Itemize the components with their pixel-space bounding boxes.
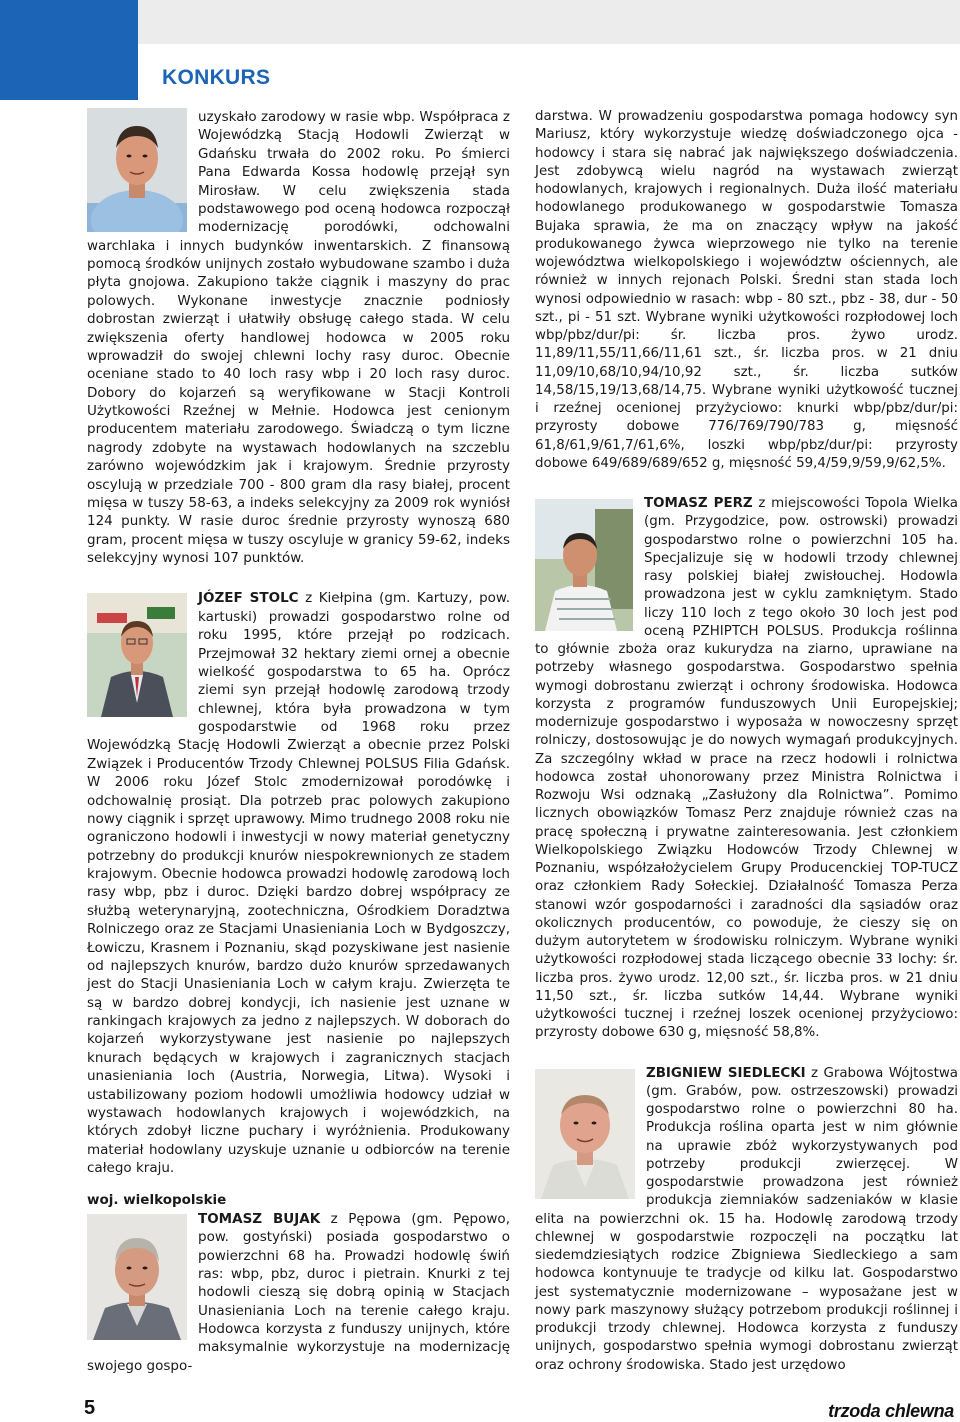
section-title: KONKURS <box>162 66 271 89</box>
farmer-name-stolc: JÓZEF STOLC <box>198 590 299 607</box>
farmer-photo-siedlecki <box>535 1069 635 1199</box>
section-color-block <box>0 0 138 100</box>
entry-siedlecki <box>535 1065 958 1375</box>
right-column <box>535 108 958 1375</box>
magazine-logo: trzoda chlewna <box>828 1401 954 1421</box>
entry-bujak <box>87 1210 510 1375</box>
farmer-name-siedlecki: ZBIGNIEW SIEDLECKI <box>646 1065 806 1081</box>
left-column <box>87 108 510 1375</box>
entry-text-siedlecki: z Grabowa Wójtostwa (gm. Grabów, pow. ostrzeszowski) prowadzi gospodarstwo rolne o powierzchni 80 ha. Produkcja roślina oparta jest w nim głównie na uprawie zbóż wykorzystywanych pod potrzeby produkcji zwierzęcej. W gospodarstwie prowadzona jest również produkcja ziemniaków sadzeniaków w klasie elita na powierzchni ok. 15 ha. Hodowlę zarodową trzody chlewnej w gospodarstwie rozpoczęli na początku lat siedemdziesiątych rodzice Zbigniewa Siedleckiego a sam hodowca kontynuuje te tradycje od kilku lat. Gospodarstwo jest systematycznie modernizowane – wyposażane jest w nowy park maszynowy służący potrzebom produkcji roślinnej i produkcji trzody chlewnej. Hodowca korzysta z funduszy unijnych, gospodarstwo spełnia wymogi dobrostanu zwierząt oraz ochrony środowiska. Stado jest urzędowo <box>535 1065 958 1373</box>
farmer-photo-perz <box>535 499 633 631</box>
page-number: 5 <box>84 1397 96 1419</box>
region-heading: woj. wielkopolskie <box>87 1192 227 1209</box>
entry-text-stolc: z Kiełpina (gm. Kartuzy, pow. kartuski) prowadzi gospodarstwo rolne od roku 1995, które przejął po rodzicach. Przejmował 32 hektary ziemi ornej a obecnie wielkość gospodarstwa to 65 ha. Oprócz ziemi syn przejął hodowlę zarodową trzody chlewnej, która była prowadzona w tym gospodarstwie od 1968 roku przez Wojewódzką Stację Hodowli Zwierząt a obecnie przez Polski Związek i Producentów Trzody Chlewnej POLSUS Filia Gdańsk. W 2006 roku Józef Stolc zmodernizował porodówkę i odchowalnię prosiąt. Dla potrzeb prac polowych zakupiono nowy ciągnik i sprzęt uprawowy. Mimo trudnego 2008 roku nie ograniczono hodowli i inwestycji w nowy materiał genetyczny potrzebny do produkcji knurów niespokrewnionych ze stadem krajowym. Obecnie hodowca prowadzi hodowlę zarodową loch rasy wbp, pbz i duroc. Dzięki bardzo dobrej współpracy ze służbą weterynaryjną, zootechniczna, Ośrodkiem Doradztwa Rolniczego oraz ze Stacjami Unasieniania Loch w Bydgoszczy, Łowiczu, Krasnem i Poznaniu, skąd pozyskiwane jest nasienie od najlepszych knurów, bardzo dużo knurów sprzedawanych jest do Stacji Unasieniania Loch w całym kraju. Zwierzęta te są w bardzo dobrej kondycji, ich nasienie jest uznane w rankingach krajowych za jedno z najlepszych. W doborach do kojarzeń wykorzystywane jest nasienie po najlepszych knurach będących w krajowych i zagranicznych stacjach unasieniania loch (Austria, Norwegia, Litwa). Wysoki i ustabilizowany poziom hodowli umożliwia hodowcy udział w wystawach hodowlanych krajowych i wojewódzkich, na których zdobył liczne puchary i wyróżnienia. Produkowany materiał hodowlany uzyskuje uznanie u odbiorców na terenie całego kraju. <box>87 590 510 1176</box>
header-bar <box>0 0 960 44</box>
article-paragraph: darstwa. W prowadzeniu gospodarstwa pomaga hodowcy syn Mariusz, który wykorzystuje wiedzę doświadczonego ojca - hodowcy i stara się nabrać jak największego doświadczenia. Jest zdobywcą wielu nagród na wystawach zwierząt hodowlanych, krajowych i regionalnych. Duża ilość materiału hodowlanego produkowanego w gospodarstwie Tomasza Bujaka sprawia, że ma on znaczący wpływ na jakość produkowanego żywca wieprzowego nie tylko na terenie województwa wielkopolskiego i województw ościennych, ale również w innych rejonach Polski. Średni stan stada loch wynosi odpowiednio w rasach: wbp - 80 szt., pbz - 38, dur - 50 szt., pi - 51 szt. Wybrane wyniki użytkowości rozpłodowej loch wbp/pbz/dur/pi: śr. liczba pros. żywo urodz. 11,89/11,55/11,66/11,61 szt., śr. liczba pros. w 21 dniu 11,09/10,68/10,94/10,92 szt., śr. liczba sutków 14,58/15,19/13,68/14,75. Wybrane wyniki użytkowość tucznej i rzeźnej ocenionej przyżyciowo: knurki wbp/pbz/dur/pi: przyrosty dobowe 776/769/790/783 g, mięsność 61,8/61,9/61,7/61,6%, loszki wbp/pbz/dur/pi: przyrosty dobowe 649/689/689/652 g, mięsność 59,4/59,9/59,9/62,5%. <box>535 109 958 471</box>
farmer-name-bujak: TOMASZ BUJAK <box>198 1210 321 1227</box>
entry-stolc <box>87 589 510 1177</box>
farmer-photo-bujak <box>87 1214 187 1340</box>
article-paragraph: uzyskało zarodowy w rasie wbp. Współpraca z Wojewódzką Stacją Hodowli Zwierząt w Gdańsku trwała do 2002 roku. Po śmierci Pana Edwarda Kossa hodowlę przejął syn Mirosław. W celu zwiększenia stada podstawowego pod oceną hodowca rozpoczął modernizację porodówki, odchowalni warchlaka i innych budynków inwentarskich. Z finansową pomocą środków unijnych zostało wybudowane szambo i duża płyta gnojowa. Zakupiono także ciągnik i maszyny do prac polowych. Wykonane inwestycje znacznie podniosły dobrostan zwierząt i ułatwiły obsługę całego stada. W celu zwiększenia oferty handlowej hodowca w 2005 roku wprowadził do swojej chlewni lochy rasy duroc. Obecnie oceniane stado to 40 loch rasy wbp i 20 loch rasy duroc. Dobory do kojarzeń są weryfikowane w Stacji Kontroli Użytkowości Rzeźnej w Mełnie. Hodowca jest cenionym producentem materiału zarodowego. Świadczą o tym liczne nagrody zdobyte na wystawach hodowlanych na szczeblu zarówno wojewódzkim jak i krajowym. Średnie przyrosty oscylują w przedziale 700 - 800 gram dla rasy białej, procent mięsa w tuszy 58-63, a indeks selekcyjny za 2009 rok wyniósł 124 punkty. W rasie duroc średnie przyrosty wynoszą 680 gram, procent mięsa w tuszy oscyluje w granicy 59-62, indeks selekcyjny wynosi 107 punktów. <box>87 109 510 566</box>
farmer-name-perz: TOMASZ PERZ <box>644 496 753 511</box>
entry-text-perz: z miejscowości Topola Wielka (gm. Przygodzice, pow. ostrowski) prowadzi gospodarstwo rolne o powierzchni 105 ha. Specjalizuje się w hodowli trzody chlewnej rasy polskiej białej zwisłouchej. Hodowla prowadzona jest w cyklu zamkniętym. Stado liczy 110 loch z tego około 30 loch jest pod oceną PZHIPTCH POLSUS. Produkcja roślinna to głównie zboża oraz kukurydza na ziarno, uprawiane na potrzeby własnego gospodarstwa. Gospodarstwo spełnia wymogi dobrostanu zwierząt i ochrony środowiska. Hodowca korzysta z programów funduszowych Unii Europejskiej; modernizuje gospodarstwo i wyposaża w nowoczesny sprzęt rolniczy, dostosowując je do nowych wymagań produkcyjnych. Za szczególny wkład w prace na rzecz hodowli i rolnictwa hodowca został uhonorowany przez Ministra Rolnictwa i Rozwoju Wsi odznaką „Zasłużony dla Rolnictwa”. Pomimo licznych obowiązków Tomasz Perz znajduje również czas na pracę społeczną i prywatne zainteresowania. Jest członkiem Wielkopolskiego Związku Hodowców Trzody Chlewnej w Poznaniu, współzałożycielem Grupy Producenckiej TOP-TUCZ oraz członkiem Rady Sołeckiej. Działalność Tomasza Perza stanowi wzór gospodarności i zaradności dla sąsiadów oraz okolicznych producentów, co powoduje, że cieszy się on dużym autorytetem w środowisku rolniczym. Wybrane wyniki użytkowości rozpłodowej stada liczącego obecnie 33 lochy: śr. liczba pros. żywo urodz. 12,00 szt., śr. liczba pros. w 21 dniu 11,50 szt., śr. liczba sutków 14,44. Wybrane wyniki użytkowości tucznej i rzeźnej loszek ocenionej przyżyciowo: przyrosty dobowe 630 g, mięsność 58,8%. <box>535 496 958 1041</box>
entry-text-bujak: z Pępowa (gm. Pępowo, pow. gostyński) posiada gospodarstwo o powierzchni 68 ha. Prowadzi hodowlę świń ras: wbp, pbz, duroc i pietrain. Knurki z tej hodowli cieszą się dobrą opinią w Stacjach Unasieniania Loch na terenie całego kraju. Hodowca korzysta z funduszy unijnych, które maksymalnie wykorzystuje na modernizację swojego gospo- <box>87 1210 510 1374</box>
farmer-photo-kossa <box>87 108 187 232</box>
entry-perz <box>535 495 958 1043</box>
farmer-photo-stolc <box>87 593 187 717</box>
